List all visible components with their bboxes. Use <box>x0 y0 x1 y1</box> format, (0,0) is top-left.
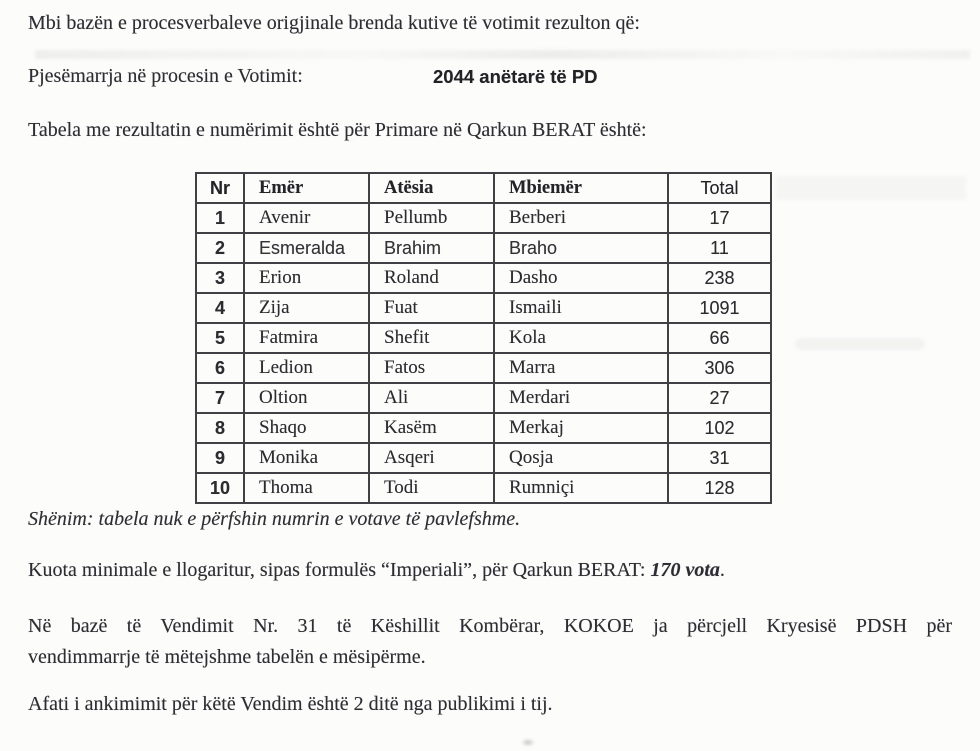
table-body <box>196 203 771 503</box>
appeal-line: Afati i ankimimit për këtë Vendim është 2 ditë nga publikimi i tij. <box>28 693 553 715</box>
table-cell: 2 <box>196 233 244 263</box>
table-cell: Merkaj <box>494 413 668 443</box>
table-cell: Shefit <box>369 323 494 353</box>
table-cell: 1091 <box>668 293 771 323</box>
table-cell: 5 <box>196 323 244 353</box>
scan-artifact <box>795 338 925 350</box>
column-header: Total <box>668 173 771 203</box>
table-row <box>196 353 771 383</box>
table-cell: Avenir <box>244 203 369 233</box>
table-cell: 8 <box>196 413 244 443</box>
table-cell: Fatos <box>369 353 494 383</box>
table-cell: 11 <box>668 233 771 263</box>
table-cell: 128 <box>668 473 771 503</box>
table-row <box>196 413 771 443</box>
quota-value: 170 vota <box>650 559 720 581</box>
table-cell: Kasëm <box>369 413 494 443</box>
table-row <box>196 263 771 293</box>
table-cell: Erion <box>244 263 369 293</box>
participation-line <box>0 63 980 93</box>
table-row <box>196 293 771 323</box>
table-row <box>196 203 771 233</box>
table-cell: Dasho <box>494 263 668 293</box>
table-cell: 27 <box>668 383 771 413</box>
scan-artifact <box>776 176 966 200</box>
decision-paragraph <box>28 611 952 673</box>
table-cell: 6 <box>196 353 244 383</box>
table-cell: Pellumb <box>369 203 494 233</box>
table-cell: Shaqo <box>244 413 369 443</box>
table-row <box>196 473 771 503</box>
quota-text: Kuota minimale e llogaritur, sipas formulës “Imperiali”, për Qarkun BERAT: <box>28 559 651 581</box>
results-table <box>195 172 772 504</box>
table-cell: Braho <box>494 233 668 263</box>
table-cell: Fuat <box>369 293 494 323</box>
table-cell: Asqeri <box>369 443 494 473</box>
participation-label: Pjesëmarrja në procesin e Votimit: <box>28 65 303 87</box>
table-cell: 17 <box>668 203 771 233</box>
table-cell: Qosja <box>494 443 668 473</box>
table-cell: Berberi <box>494 203 668 233</box>
decision-line-2: vendimmarrje të mëtejshme tabelën e mësipërme. <box>28 646 426 668</box>
table-cell: Ali <box>369 383 494 413</box>
table-cell: 102 <box>668 413 771 443</box>
table-cell: Marra <box>494 353 668 383</box>
table-cell: Ismaili <box>494 293 668 323</box>
table-cell: 3 <box>196 263 244 293</box>
table-cell: 66 <box>668 323 771 353</box>
participation-value: 2044 anëtarë të PD <box>433 66 598 87</box>
table-cell: 238 <box>668 263 771 293</box>
table-cell: 1 <box>196 203 244 233</box>
table-row <box>196 443 771 473</box>
table-cell: Oltion <box>244 383 369 413</box>
table-cell: Monika <box>244 443 369 473</box>
table-cell: Ledion <box>244 353 369 383</box>
column-header: Emër <box>244 173 369 203</box>
table-header-row <box>196 173 771 203</box>
table-cell: Kola <box>494 323 668 353</box>
table-cell: Roland <box>369 263 494 293</box>
table-row <box>196 323 771 353</box>
scan-artifact <box>523 740 533 745</box>
table-cell: Todi <box>369 473 494 503</box>
table-cell: 4 <box>196 293 244 323</box>
table-cell: Rumniçi <box>494 473 668 503</box>
table-cell: Esmeralda <box>244 233 369 263</box>
table-cell: Merdari <box>494 383 668 413</box>
table-intro-paragraph: Tabela me rezultatin e numërimit është për Primare në Qarkun BERAT është: <box>28 119 647 141</box>
intro-paragraph: Mbi bazën e procesverbaleve origjinale brenda kutive të votimit rezulton që: <box>28 12 640 34</box>
table-cell: Fatmira <box>244 323 369 353</box>
table-row <box>196 233 771 263</box>
column-header: Mbiemër <box>494 173 668 203</box>
table-cell: 306 <box>668 353 771 383</box>
quota-period: . <box>719 559 725 581</box>
table-cell: 9 <box>196 443 244 473</box>
table-cell: 7 <box>196 383 244 413</box>
table-cell: Brahim <box>369 233 494 263</box>
note-line: Shënim: tabela nuk e përfshin numrin e votave të pavlefshme. <box>28 508 521 530</box>
scan-artifact <box>35 50 970 59</box>
table-cell: 31 <box>668 443 771 473</box>
table-cell: 10 <box>196 473 244 503</box>
table-cell: Zija <box>244 293 369 323</box>
table-cell: Thoma <box>244 473 369 503</box>
quota-line <box>28 557 725 583</box>
decision-line-1: Në bazë të Vendimit Nr. 31 të Këshillit Kombërar, KOKOE ja përcjell Kryesisë PDSH për <box>28 615 952 637</box>
table-row <box>196 383 771 413</box>
column-header: Atësia <box>369 173 494 203</box>
column-header: Nr <box>196 173 244 203</box>
